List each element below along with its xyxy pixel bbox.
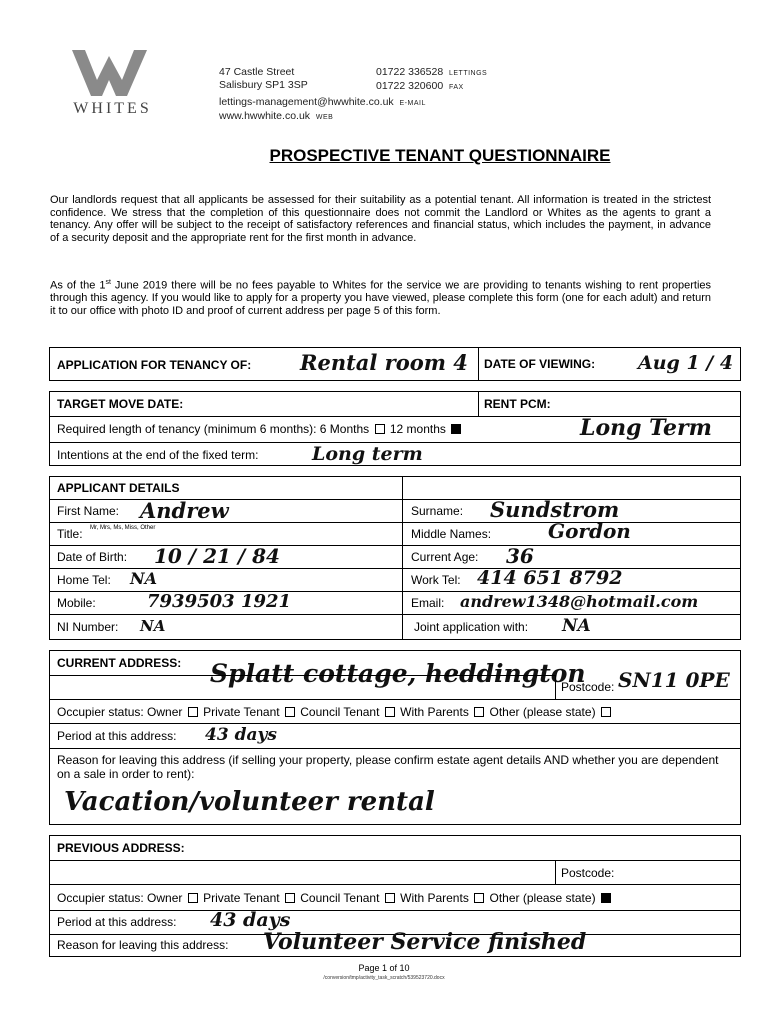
previous-period-value[interactable]: 43 days: [210, 909, 291, 931]
previous-owner-checkbox[interactable]: [188, 893, 198, 903]
first-name-label: First Name:: [57, 504, 120, 518]
intentions-label: Intentions at the end of the fixed term:: [57, 448, 259, 462]
joint-value[interactable]: NA: [562, 616, 591, 636]
application-box: [49, 347, 741, 381]
previous-address-heading: PREVIOUS ADDRESS:: [57, 841, 185, 855]
page-number: Page 1 of 10: [358, 963, 410, 973]
current-owner-checkbox[interactable]: [188, 707, 198, 717]
first-name-value[interactable]: Andrew: [140, 498, 229, 523]
work-tel-value[interactable]: 414 651 8792: [477, 567, 623, 589]
joint-label: Joint application with:: [414, 620, 529, 634]
file-path: /conversion/tmp/activity_task_scratch/539523720.docx: [323, 975, 445, 981]
current-council-checkbox[interactable]: [385, 707, 395, 717]
w-logo-icon: [72, 50, 147, 96]
application-label: APPLICATION FOR TENANCY OF:: [57, 358, 252, 372]
current-reason-value[interactable]: Vacation/volunteer rental: [64, 787, 435, 817]
age-value[interactable]: 36: [506, 544, 534, 568]
previous-postcode-label: Postcode:: [561, 866, 615, 880]
ni-label: NI Number:: [57, 620, 119, 634]
viewing-label: DATE OF VIEWING:: [484, 357, 596, 371]
intro-paragraph-1: Our landlords request that all applicants be assessed for their suitability as a potential tenant. All information is treated in the strictest confidence. We stress that the completion of this questionnaire does not commit the Landlord or Whites as the agents to grant a tenancy. Any offer will be subject to the receipt of satisfactory references and financial status, which includes the payment, in advance of a security deposit and the appropriate rent for the first month in advance.: [50, 194, 711, 244]
title-options: Mr, Mrs, Ms, Miss, Other: [90, 525, 156, 531]
email-label: Email:: [411, 596, 445, 610]
mobile-label: Mobile:: [57, 596, 96, 610]
address-line-2: Salisbury SP1 3SP: [219, 79, 308, 91]
mobile-value[interactable]: 7939503 1921: [147, 591, 292, 612]
address-block: [219, 66, 308, 92]
rent-pcm-label: RENT PCM:: [484, 397, 551, 411]
email-tag: E-MAIL: [399, 100, 426, 107]
current-address-value[interactable]: Splatt cottage, heddington: [210, 659, 586, 688]
current-period-value[interactable]: 43 days: [205, 725, 277, 745]
email-value[interactable]: andrew1348@hotmail.com: [460, 592, 699, 611]
lettings-tag: LETTINGS: [449, 70, 488, 77]
previous-private-checkbox[interactable]: [285, 893, 295, 903]
web-link[interactable]: www.hwwhite.co.uk: [219, 110, 311, 122]
current-other-checkbox[interactable]: [601, 707, 611, 717]
logo-wordmark: WHITES: [73, 100, 152, 117]
contact-block: [219, 96, 426, 124]
middle-names-value[interactable]: Gordon: [548, 519, 631, 543]
document-title: PROSPECTIVE TENANT QUESTIONNAIRE: [269, 146, 611, 165]
intro-paragraph-2: As of the 1st June 2019 there will be no fees payable to Whites for the service we are providing to tenants wishing to rent properties through this agency. If you would like to apply for a property you have viewed, please complete this form (one for each adult) and return it to our office with photo ID and proof of current address per page 5 of this form.: [50, 279, 712, 317]
current-period-label: Period at this address:: [57, 729, 177, 743]
previous-other-checkbox[interactable]: [601, 893, 611, 903]
age-label: Current Age:: [411, 550, 479, 564]
six-months-checkbox[interactable]: [375, 424, 385, 434]
previous-address-box: [49, 835, 741, 957]
current-postcode-label: Postcode:: [561, 680, 615, 694]
surname-label: Surname:: [411, 504, 464, 518]
home-tel-label: Home Tel:: [57, 573, 111, 587]
current-parents-checkbox[interactable]: [474, 707, 484, 717]
address-line-1: 47 Castle Street: [219, 66, 295, 78]
viewing-value[interactable]: Aug 1 / 4: [638, 352, 734, 374]
fax-tag: FAX: [449, 84, 464, 91]
current-private-checkbox[interactable]: [285, 707, 295, 717]
web-tag: WEB: [315, 114, 334, 121]
home-tel-value[interactable]: NA: [130, 569, 158, 588]
target-move-label: TARGET MOVE DATE:: [57, 397, 184, 411]
previous-period-label: Period at this address:: [57, 915, 177, 929]
phone-block: [376, 66, 487, 94]
current-reason-label: Reason for leaving this address (if selling your property, please confirm estate agent details AND whether you are dependent on a sale in order to rent):: [57, 753, 719, 781]
applicant-heading: APPLICANT DETAILS: [57, 481, 180, 495]
dob-label: Date of Birth:: [57, 550, 128, 564]
work-tel-label: Work Tel:: [411, 573, 461, 587]
email-link[interactable]: lettings-management@hwwhite.co.uk: [219, 96, 394, 108]
current-address-heading: CURRENT ADDRESS:: [57, 656, 182, 670]
current-postcode-value[interactable]: SN11 0PE: [618, 668, 730, 692]
tenancy-length: Required length of tenancy (minimum 6 months): 6 Months 12 months: [57, 422, 463, 436]
previous-occupier-status: Occupier status: Owner Private Tenant Council Tenant With Parents Other (please state): [57, 891, 613, 905]
previous-parents-checkbox[interactable]: [474, 893, 484, 903]
current-occupier-status: Occupier status: Owner Private Tenant Council Tenant With Parents Other (please state): [57, 705, 613, 719]
previous-council-checkbox[interactable]: [385, 893, 395, 903]
tenancy-length-value[interactable]: Long Term: [580, 415, 712, 441]
lettings-phone: 01722 336528: [376, 66, 444, 78]
fax-phone: 01722 320600: [376, 80, 444, 92]
ni-value[interactable]: NA: [140, 617, 166, 635]
dob-value[interactable]: 10 / 21 / 84: [154, 544, 280, 568]
applicant-box: [49, 476, 741, 640]
title-label: Title:: [57, 527, 83, 541]
twelve-months-checkbox[interactable]: [451, 424, 461, 434]
whites-logo: [50, 50, 175, 130]
middle-names-label: Middle Names:: [411, 527, 492, 541]
move-box: [49, 391, 741, 466]
intentions-value[interactable]: Long term: [312, 443, 423, 465]
current-address-box: [49, 650, 741, 825]
previous-reason-label: Reason for leaving this address:: [57, 938, 229, 952]
previous-reason-value[interactable]: Volunteer Service finished: [263, 929, 587, 955]
application-value[interactable]: Rental room 4: [300, 350, 468, 375]
surname-value[interactable]: Sundstrom: [490, 497, 620, 522]
